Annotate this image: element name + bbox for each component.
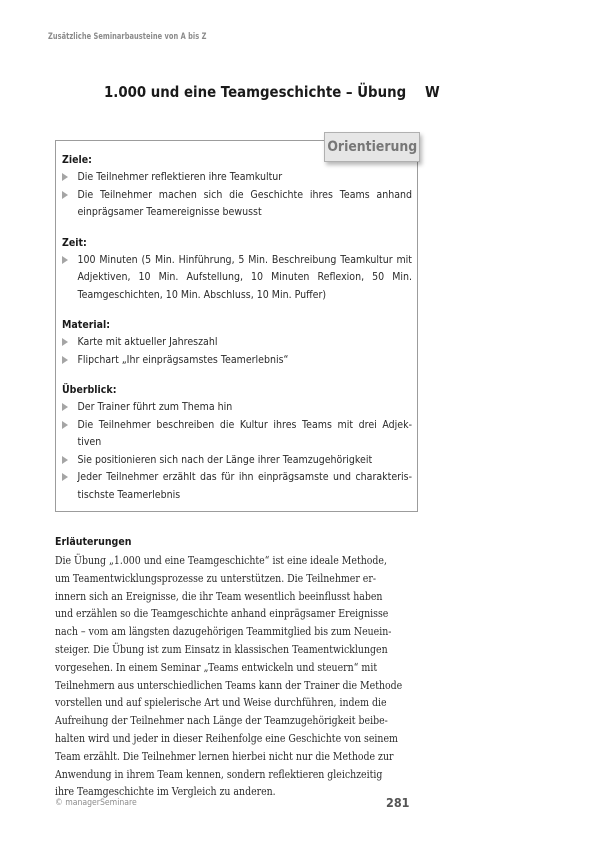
list-item: Die Teilnehmer beschreiben die Kultur ihres Teams mit drei Adjek-tiven — [62, 416, 412, 451]
triangle-bullet-icon — [62, 421, 68, 429]
list-item: 100 Minuten (5 Min. Hinführung, 5 Min. Beschreibung Teamkultur mit Adjektiven, 10 Min. Aufstellung, 10 Minuten Reflexion, 50 Min. Teamgeschichten, 10 Min. Abschluss, 10 Min. Puffer) — [62, 251, 412, 304]
running-head: Zusätzliche Seminarbausteine von A bis Z — [48, 31, 207, 41]
orientation-sections — [62, 151, 412, 516]
chapter-letter: W — [425, 83, 440, 101]
section-overview — [62, 381, 412, 503]
triangle-bullet-icon — [62, 473, 68, 481]
section-heading: Zeit: — [62, 235, 87, 249]
triangle-bullet-icon — [62, 356, 68, 364]
orientation-tag: Orientierung — [324, 132, 420, 162]
list-item: Jeder Teilnehmer erzählt das für ihn einprägsamste und charakteris-tischste Teamerlebnis — [62, 468, 412, 503]
triangle-bullet-icon — [62, 456, 68, 464]
title-text: 1.000 und eine Teamgeschichte – Übung — [104, 83, 407, 101]
list-item: Karte mit aktueller Jahreszahl — [62, 333, 412, 351]
triangle-bullet-icon — [62, 173, 68, 181]
copyright-notice: © managerSeminare — [55, 798, 137, 808]
section-heading: Überblick: — [62, 383, 117, 396]
explanations-heading: Erläuterungen — [55, 535, 132, 548]
triangle-bullet-icon — [62, 256, 68, 264]
section-time — [62, 234, 412, 304]
triangle-bullet-icon — [62, 191, 68, 199]
explanations-section — [55, 533, 420, 801]
list-item: Die Teilnehmer machen sich die Geschichte ihres Teams anhand einprägsamer Teamereignisse bewusst — [62, 186, 412, 221]
section-goals — [62, 151, 412, 221]
list-item: Sie positionieren sich nach der Länge ihrer Teamzugehörigkeit — [62, 451, 412, 469]
explanations-body: Die Übung „1.000 und eine Teamgeschichte“ ist eine ideale Methode, um Teamentwicklungsprozesse zu unterstützen. Die Teilnehmer er- innern sich an Ereignisse, die ihr Team wesentlich beeinflusst haben und erzählen so die Teamgeschichte anhand einprägsamer Ereignisse nach – vom am längsten dazugehörigen Teammitglied bis zum Neuein- steiger. Die Übung ist zum Einsatz in klassischen Teamentwicklungen vorgesehen. In einem Seminar „Teams entwickeln und steuern“ mit Teilnehmern aus unterschiedlichen Teams kann der Trainer die Methode vorstellen und auf spielerische Art und Weise durchführen, indem die Aufreihung der Teilnehmer nach Länge der Teamzugehörigkeit beibe- halten wird und jeder in dieser Reihenfolge eine Geschichte von seinem Team erzählt. Die Teilnehmer lernen hierbei nicht nur die Methode zur Anwendung in ihrem Team kennen, sondern reflektieren gleichzeitig ihre Teamgeschichte im Vergleich zu anderen. — [55, 554, 403, 799]
list-item: Die Teilnehmer reflektieren ihre Teamkultur — [62, 168, 412, 186]
triangle-bullet-icon — [62, 338, 68, 346]
list-item: Der Trainer führt zum Thema hin — [62, 398, 412, 416]
section-heading: Material: — [62, 318, 111, 331]
page-title — [104, 83, 440, 101]
section-material — [62, 316, 412, 368]
page-number: 281 — [386, 795, 410, 810]
triangle-bullet-icon — [62, 403, 68, 411]
section-heading: Ziele: — [62, 153, 92, 166]
list-item: Flipchart „Ihr einprägsamstes Teamerlebnis“ — [62, 351, 412, 369]
